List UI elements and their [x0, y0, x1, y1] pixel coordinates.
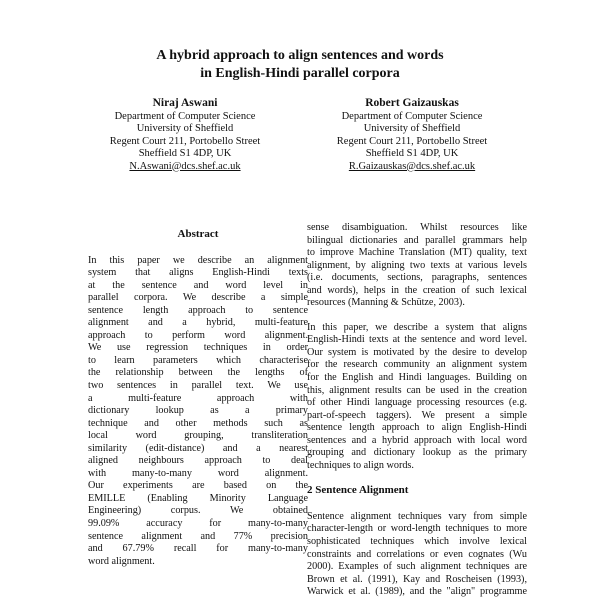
abstract-heading: Abstract: [177, 228, 219, 240]
intro-paragraph-2: [307, 322, 527, 473]
abstract-line: sentence length approach to sentence: [88, 304, 308, 316]
body-line: (i.e. documents, sections, paragraphs, sentences: [307, 272, 527, 284]
body-column-right: [307, 222, 527, 611]
author-department: Department of Computer Science: [114, 110, 256, 122]
abstract-column: [88, 228, 308, 580]
body-line: Sentence alignment techniques vary from simple: [307, 510, 527, 522]
abstract-line: system that aligns English-Hindi texts: [88, 267, 308, 279]
abstract-line: parallel corpora. We describe a simple: [88, 292, 308, 304]
body-line: sentences and a hybrid approach with local word: [307, 434, 527, 446]
abstract-line: alignment and a hybrid, multi-feature: [88, 317, 308, 329]
body-line: In this paper, we describe a system that aligns: [307, 321, 527, 333]
abstract-line: the relationship between the lengths of: [88, 367, 308, 379]
abstract-line: similarity (edit-distance) and a nearest: [88, 442, 308, 454]
body-line: English-Hindi texts at the sentence and word level.: [307, 334, 527, 346]
abstract-line: a multi-feature approach with: [88, 392, 308, 404]
intro-paragraph-1: [307, 222, 527, 310]
author-name: Robert Gaizauskas: [365, 97, 459, 109]
body-line: Brown et al. (1991), Kay and Roscheisen (1993),: [307, 573, 527, 585]
author-email-link[interactable]: R.Gaizauskas@dcs.shef.ac.uk: [348, 160, 476, 172]
body-line: grouping and dictionary lookup as the primary: [307, 447, 527, 459]
body-line: resources (Manning & Schütze, 2003).: [307, 297, 465, 309]
author-city: Sheffield S1 4DP, UK: [365, 148, 459, 159]
abstract-line: Our experiments are based on the: [88, 480, 308, 492]
abstract-line: local word grouping, transliteration: [88, 430, 308, 442]
body-line: for the research community an alignment system: [307, 359, 527, 371]
author-department: Department of Computer Science: [341, 110, 483, 122]
author-university: University of Sheffield: [363, 123, 461, 134]
paper-title: [0, 47, 600, 83]
author-block-gaizauskas: [287, 97, 537, 173]
body-line: for the English and Hindi languages. Building on: [307, 372, 527, 384]
section-2-paragraph: [307, 511, 527, 599]
abstract-line: We use regression techniques in order: [88, 342, 308, 354]
body-line: part-of-speech taggers). We present a simple: [307, 409, 527, 421]
body-line: of other Hindi language processing resources (e.g.: [307, 397, 527, 409]
section-heading-sentence-alignment: 2 Sentence Alignment: [307, 484, 409, 497]
body-line: bilingual dictionaries and parallel grammars help: [307, 234, 527, 246]
abstract-line: at the sentence and word level in: [88, 279, 308, 291]
body-line: techniques to align words.: [307, 459, 414, 471]
body-line: this, alignment results can be used in the creation: [307, 384, 527, 396]
title-line-2: in English-Hindi parallel corpora: [200, 66, 400, 81]
body-line: character-length or word-length techniques to more: [307, 523, 527, 535]
author-block-aswani: [60, 97, 310, 173]
body-line: sophisticated techniques which involve lexical: [307, 536, 527, 548]
author-university: University of Sheffield: [136, 123, 234, 134]
author-email-link[interactable]: N.Aswani@dcs.shef.ac.uk: [129, 160, 241, 172]
body-line: sentence length approach to align English-Hindi: [307, 422, 527, 434]
abstract-line: technique and other methods such as: [88, 417, 308, 429]
body-line: constraints and correlations or even cognates (Wu: [307, 548, 527, 560]
abstract-line: dictionary lookup as a primary: [88, 405, 308, 417]
body-line: Our system is motivated by the desire to develop: [307, 346, 527, 358]
author-address: Regent Court 211, Portobello Street: [109, 135, 261, 147]
abstract-line: word alignment.: [88, 555, 155, 567]
abstract-line: approach to perform word alignment.: [88, 329, 308, 341]
abstract-line: aligned neighbours approach to deal: [88, 455, 308, 467]
body-line: and words), helps in the creation of such lexical: [307, 284, 527, 296]
body-line: Warwick et al. (1989), and the "align" programme: [307, 586, 527, 598]
abstract-line: In this paper we describe an alignment: [88, 254, 308, 266]
body-line: 2000). Examples of such alignment techniques are: [307, 561, 527, 573]
body-line: to improve Machine Translation (MT) quality, text: [307, 247, 527, 259]
author-name: Niraj Aswani: [152, 97, 218, 109]
abstract-line: EMILLE (Enabling Minority Language: [88, 492, 308, 504]
title-line-1: A hybrid approach to align sentences and words: [156, 48, 444, 63]
abstract-line: Engineering) corpus. We obtained: [88, 505, 308, 517]
abstract-text: [88, 255, 308, 569]
abstract-line: with many-to-many word alignment.: [88, 467, 308, 479]
author-address: Regent Court 211, Portobello Street: [336, 135, 488, 147]
abstract-line: sentence alignment and 77% precision: [88, 530, 308, 542]
abstract-line: 99.09% accuracy for many-to-many: [88, 518, 308, 530]
abstract-line: two sentences in parallel text. We use: [88, 380, 308, 392]
abstract-line: to learn parameters which characterise: [88, 354, 308, 366]
body-line: sense disambiguation. Whilst resources like: [307, 222, 527, 233]
author-city: Sheffield S1 4DP, UK: [138, 148, 232, 159]
abstract-line: and 67.79% recall for many-to-many: [88, 543, 308, 555]
body-line: alignment, by aligning two texts at various levels: [307, 259, 527, 271]
